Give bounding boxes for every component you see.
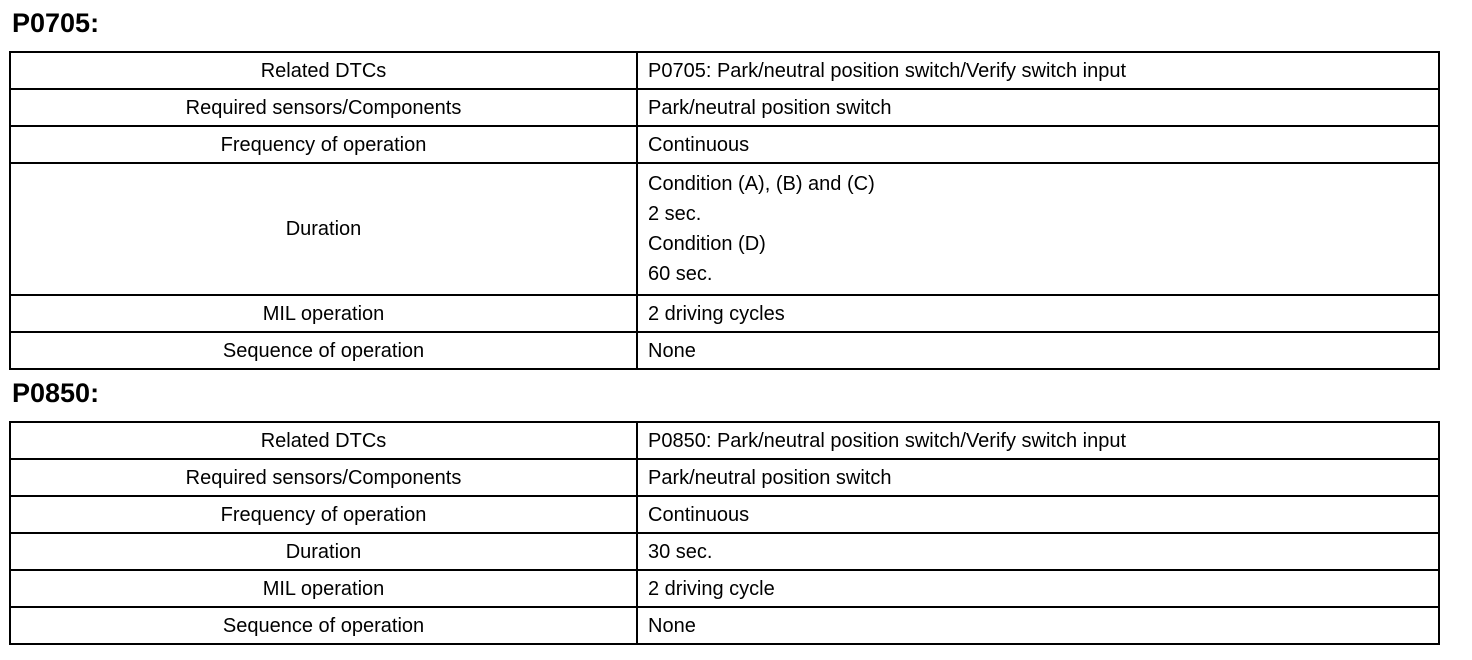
row-label: Frequency of operation	[10, 126, 637, 163]
table-row	[10, 89, 1439, 126]
value-line: Park/neutral position switch	[648, 96, 892, 119]
value-line: 2 sec.	[648, 203, 702, 225]
row-label: MIL operation	[10, 570, 637, 607]
row-label: Required sensors/Components	[10, 89, 637, 126]
value-line: None	[648, 614, 696, 637]
row-label: Frequency of operation	[10, 496, 637, 533]
value-line: P0705: Park/neutral position switch/Verify switch input	[648, 59, 1127, 82]
row-value	[637, 163, 1439, 295]
row-value	[637, 607, 1439, 644]
row-value	[637, 126, 1439, 163]
table-row	[10, 332, 1439, 369]
table-row	[10, 607, 1439, 644]
value-line: 2 driving cycles	[648, 302, 785, 325]
value-line: Park/neutral position switch	[648, 466, 892, 489]
row-value	[637, 422, 1439, 459]
row-value	[637, 89, 1439, 126]
section-title-p0705: P0705:	[12, 8, 100, 38]
row-label: Related DTCs	[10, 422, 637, 459]
value-line: 2 driving cycle	[648, 577, 775, 600]
table-row	[10, 295, 1439, 332]
row-label: Sequence of operation	[10, 332, 637, 369]
table-row	[10, 570, 1439, 607]
table-row	[10, 163, 1439, 295]
row-label: Related DTCs	[10, 52, 637, 89]
row-label: MIL operation	[10, 295, 637, 332]
row-label: Duration	[10, 533, 637, 570]
table-row	[10, 459, 1439, 496]
value-line: 60 sec.	[648, 263, 713, 285]
value-line: Condition (D)	[648, 233, 766, 255]
table-row	[10, 496, 1439, 533]
spec-table-p0705	[9, 51, 1440, 370]
section-title-p0850: P0850:	[12, 378, 100, 408]
value-line: Condition (A), (B) and (C)	[648, 173, 875, 195]
row-value	[637, 533, 1439, 570]
table-row	[10, 422, 1439, 459]
table-row	[10, 533, 1439, 570]
value-line: P0850: Park/neutral position switch/Verify switch input	[648, 429, 1127, 452]
table-row	[10, 52, 1439, 89]
row-value	[637, 459, 1439, 496]
spec-table-p0850	[9, 421, 1440, 645]
row-value	[637, 295, 1439, 332]
row-value	[637, 52, 1439, 89]
value-line: Continuous	[648, 503, 750, 526]
value-line: Continuous	[648, 133, 750, 156]
row-value	[637, 570, 1439, 607]
value-line: 30 sec.	[648, 540, 713, 563]
row-label: Required sensors/Components	[10, 459, 637, 496]
value-line: None	[648, 339, 696, 362]
row-value	[637, 332, 1439, 369]
table-row	[10, 126, 1439, 163]
row-value	[637, 496, 1439, 533]
row-label: Duration	[10, 163, 637, 295]
row-label: Sequence of operation	[10, 607, 637, 644]
